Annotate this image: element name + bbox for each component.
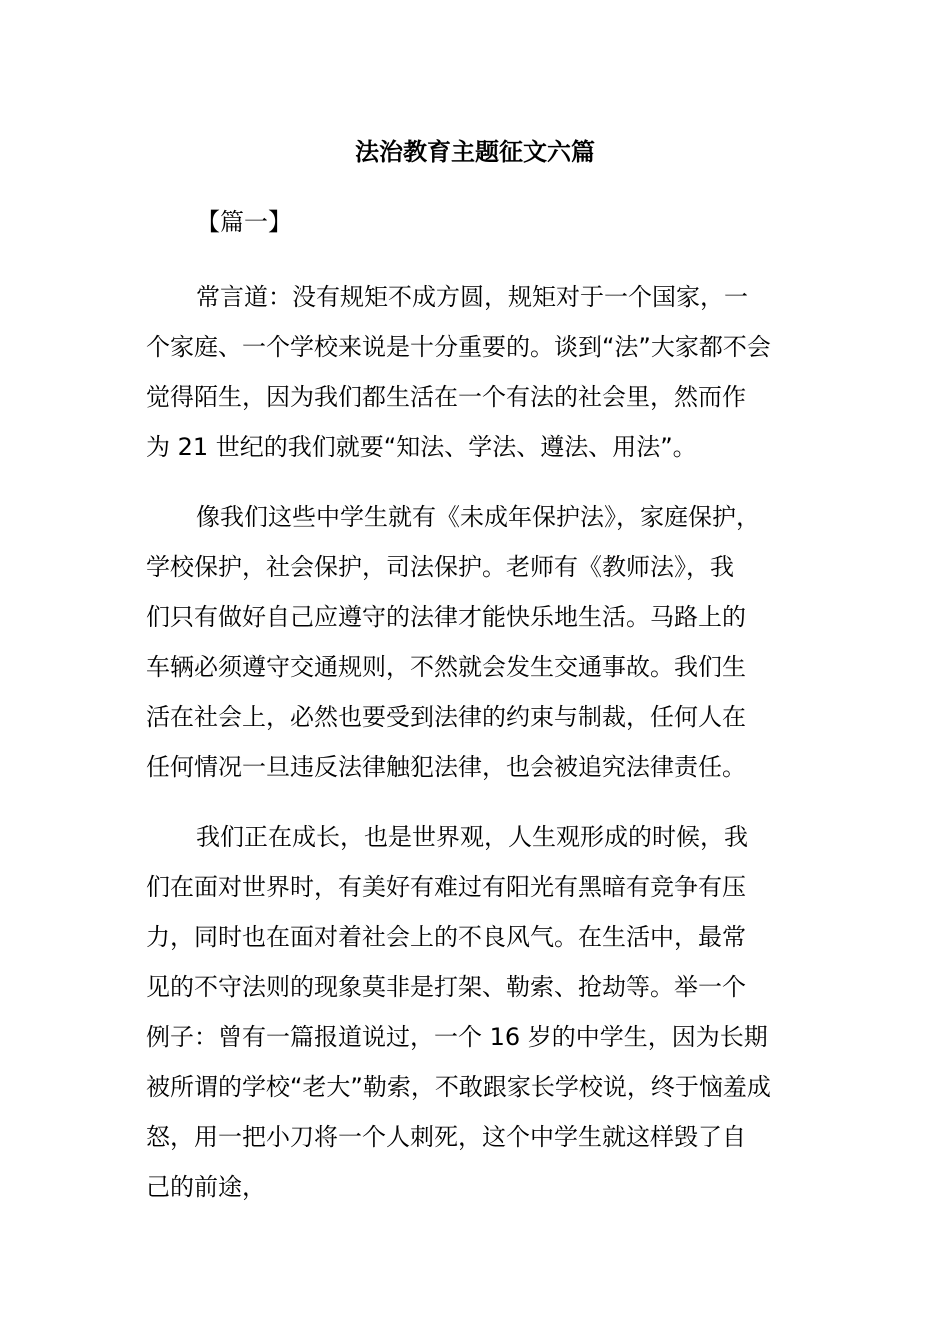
- document-title: 法治教育主题征文六篇: [355, 138, 595, 166]
- paragraph-line: 为 21 世纪的我们就要“知法、学法、遵法、用法”。: [146, 433, 697, 461]
- paragraph-line: 常言道：没有规矩不成方圆，规矩对于一个国家，一: [196, 283, 748, 311]
- paragraph-line: 被所谓的学校“老大”勒索，不敢跟家长学校说，终于恼羞成: [146, 1073, 771, 1101]
- paragraph-line: 例子：曾有一篇报道说过，一个 16 岁的中学生，因为长期: [146, 1023, 768, 1051]
- paragraph-2: [146, 492, 836, 792]
- paragraph-line: 活在社会上，必然也要受到法律的约束与制裁，任何人在: [146, 703, 746, 731]
- paragraph-3: [146, 812, 836, 1212]
- paragraph-line: 任何情况一旦违反法律触犯法律，也会被追究法律责任。: [146, 753, 746, 781]
- paragraph-line: 们只有做好自己应遵守的法律才能快乐地生活。马路上的: [146, 603, 746, 631]
- paragraph-1: [146, 272, 836, 472]
- paragraph-line: 我们正在成长，也是世界观，人生观形成的时候，我: [196, 823, 748, 851]
- paragraph-line: 像我们这些中学生就有《未成年保护法》，家庭保护，: [196, 503, 760, 531]
- paragraph-line: 觉得陌生，因为我们都生活在一个有法的社会里，然而作: [146, 383, 746, 411]
- paragraph-line: 们在面对世界时，有美好有难过有阳光有黑暗有竞争有压: [146, 873, 746, 901]
- paragraph-line: 学校保护，社会保护，司法保护。老师有《教师法》，我: [146, 553, 734, 581]
- paragraph-line: 见的不守法则的现象莫非是打架、勒索、抢劫等。举一个: [146, 973, 746, 1001]
- paragraph-line: 怒，用一把小刀将一个人刺死，这个中学生就这样毁了自: [146, 1123, 746, 1151]
- paragraph-line: 车辆必须遵守交通规则，不然就会发生交通事故。我们生: [146, 653, 746, 681]
- paragraph-line: 己的前途，: [146, 1173, 266, 1201]
- section-heading: 【篇一】: [196, 208, 292, 236]
- paragraph-line: 力，同时也在面对着社会上的不良风气。在生活中，最常: [146, 923, 746, 951]
- paragraph-line: 个家庭、一个学校来说是十分重要的。谈到“法”大家都不会: [146, 333, 771, 361]
